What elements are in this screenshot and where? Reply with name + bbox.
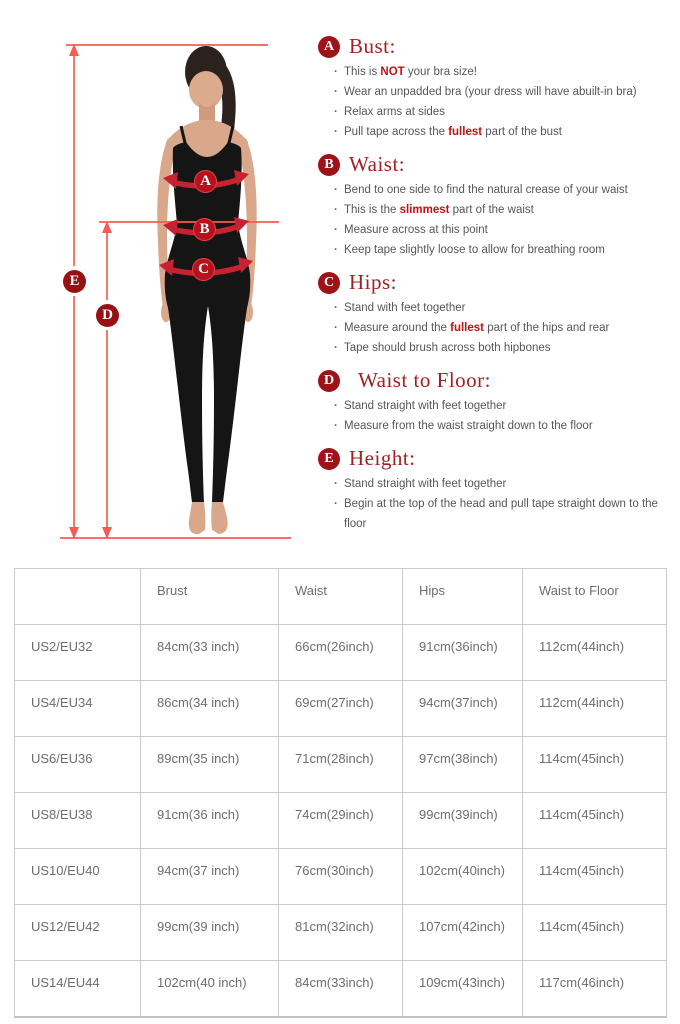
bodysuit	[165, 142, 251, 502]
measurement-cell: 94cm(37inch)	[403, 681, 523, 737]
size-label-cell: US4/EU34	[15, 681, 141, 737]
section-letter-badge: D	[318, 370, 340, 392]
measurement-cell: 102cm(40inch)	[403, 849, 523, 905]
bullet-text: part of the waist	[449, 204, 534, 216]
bullet-text: Measure from the waist straight down to the floor	[344, 420, 593, 432]
size-label-cell: US2/EU32	[15, 625, 141, 681]
column-header: Waist	[279, 569, 403, 625]
highlighted-word: NOT	[380, 66, 405, 78]
measurement-cell: 94cm(37 inch)	[141, 849, 279, 905]
instruction-bullet	[334, 102, 664, 122]
section-heading	[318, 152, 670, 177]
bullet-text: Measure around the	[344, 322, 451, 334]
size-label-cell: US14/EU44	[15, 961, 141, 1017]
measurement-cell: 86cm(34 inch)	[141, 681, 279, 737]
instruction-bullet	[334, 494, 664, 534]
measurement-cell: 107cm(42inch)	[403, 905, 523, 961]
measurement-cell: 99cm(39inch)	[403, 793, 523, 849]
bullet-text: Tape should brush across both hipbones	[344, 342, 551, 354]
marker-hips: C	[192, 258, 215, 281]
bullet-text: part of the bust	[482, 126, 562, 138]
section-title: Hips:	[349, 270, 398, 294]
instruction-bullet	[334, 220, 664, 240]
table-row	[15, 961, 667, 1017]
section-heading	[318, 446, 670, 471]
instruction-list	[318, 62, 664, 142]
measurement-cell: 89cm(35 inch)	[141, 737, 279, 793]
instruction-bullet	[334, 82, 664, 102]
measurement-cell: 66cm(26inch)	[279, 625, 403, 681]
instruction-bullet	[334, 62, 664, 82]
instruction-bullet	[334, 298, 664, 318]
section-title: Height:	[349, 446, 416, 470]
instruction-bullet	[334, 396, 664, 416]
measurement-cell: 112cm(44inch)	[523, 625, 667, 681]
instruction-bullet	[334, 122, 664, 142]
measurement-cell: 112cm(44inch)	[523, 681, 667, 737]
face	[189, 71, 223, 109]
section-title: Waist to Floor:	[358, 368, 491, 392]
section-heading	[318, 368, 670, 393]
measure-section-a	[318, 34, 670, 142]
marker-bust: A	[194, 170, 217, 193]
instruction-list	[318, 298, 664, 358]
measure-section-c	[318, 270, 670, 358]
measurement-cell: 114cm(45inch)	[523, 737, 667, 793]
size-table-body	[15, 625, 667, 1017]
section-letter-badge: A	[318, 36, 340, 58]
measure-section-b	[318, 152, 670, 260]
right-foot	[211, 502, 227, 534]
section-letter-badge: E	[318, 448, 340, 470]
measurement-cell: 81cm(32inch)	[279, 905, 403, 961]
instruction-bullet	[334, 240, 664, 260]
woman-silhouette	[157, 46, 256, 534]
measure-section-e	[318, 446, 670, 534]
measurement-cell: 71cm(28inch)	[279, 737, 403, 793]
bullet-text: Pull tape across the	[344, 126, 449, 138]
bullet-text: part of the hips and rear	[484, 322, 610, 334]
instruction-bullet	[334, 180, 664, 200]
instruction-list	[318, 396, 664, 436]
section-letter-badge: B	[318, 154, 340, 176]
size-table-head	[15, 569, 667, 625]
measurement-cell: 69cm(27inch)	[279, 681, 403, 737]
measurement-cell: 91cm(36 inch)	[141, 793, 279, 849]
bullet-text: Stand with feet together	[344, 302, 466, 314]
bullet-text: Stand straight with feet together	[344, 400, 507, 412]
bullet-text: Wear an unpadded bra (your dress will have abuilt-in bra)	[344, 86, 637, 98]
highlighted-word: slimmest	[399, 204, 450, 216]
bullet-text: Keep tape slightly loose to allow for breathing room	[344, 244, 605, 256]
highlighted-word: fullest	[448, 126, 483, 138]
bullet-text: Stand straight with feet together	[344, 478, 507, 490]
measurement-cell: 74cm(29inch)	[279, 793, 403, 849]
measurement-cell: 114cm(45inch)	[523, 905, 667, 961]
column-header: Waist to Floor	[523, 569, 667, 625]
table-row	[15, 625, 667, 681]
measurement-cell: 97cm(38inch)	[403, 737, 523, 793]
table-row	[15, 737, 667, 793]
measurement-cell: 84cm(33 inch)	[141, 625, 279, 681]
instruction-bullet	[334, 200, 664, 220]
column-header: Brust	[141, 569, 279, 625]
size-label-cell: US12/EU42	[15, 905, 141, 961]
left-foot	[189, 502, 206, 534]
marker-waist-to-floor: D	[96, 304, 119, 327]
instruction-bullet	[334, 338, 664, 358]
marker-waist: B	[193, 218, 216, 241]
section-heading	[318, 270, 670, 295]
table-row	[15, 681, 667, 737]
bullet-text: Bend to one side to find the natural crease of your waist	[344, 184, 628, 196]
instruction-bullet	[334, 318, 664, 338]
measurement-cell: 114cm(45inch)	[523, 793, 667, 849]
measurement-figure-panel	[0, 0, 320, 560]
section-heading	[318, 34, 670, 59]
instruction-bullet	[334, 416, 664, 436]
bullet-text: Begin at the top of the head and pull tape straight down to the floor	[344, 498, 658, 530]
highlighted-word: fullest	[450, 322, 484, 334]
measurement-cell: 102cm(40 inch)	[141, 961, 279, 1017]
instruction-list	[318, 474, 664, 534]
section-title: Waist:	[349, 152, 406, 176]
section-letter-badge: C	[318, 272, 340, 294]
measurement-cell: 84cm(33inch)	[279, 961, 403, 1017]
column-header	[15, 569, 141, 625]
measurement-cell: 109cm(43inch)	[403, 961, 523, 1017]
table-row	[15, 905, 667, 961]
marker-height: E	[63, 270, 86, 293]
bullet-text: Measure across at this point	[344, 224, 488, 236]
header-row	[15, 569, 667, 625]
size-label-cell: US6/EU36	[15, 737, 141, 793]
bullet-text: This is	[344, 66, 381, 78]
measurement-cell: 76cm(30inch)	[279, 849, 403, 905]
section-title: Bust:	[349, 34, 396, 58]
measurement-cell: 114cm(45inch)	[523, 849, 667, 905]
size-label-cell: US10/EU40	[15, 849, 141, 905]
measurement-cell: 99cm(39 inch)	[141, 905, 279, 961]
instruction-list	[318, 180, 664, 260]
model-figure	[0, 0, 320, 560]
column-header: Hips	[403, 569, 523, 625]
bullet-text: your bra size!	[404, 66, 477, 78]
bullet-text: Relax arms at sides	[344, 106, 445, 118]
measurement-cell: 117cm(46inch)	[523, 961, 667, 1017]
measurement-cell: 91cm(36inch)	[403, 625, 523, 681]
table-row	[15, 849, 667, 905]
bullet-text: This is the	[344, 204, 400, 216]
measure-section-d	[318, 368, 670, 436]
measuring-instructions	[318, 34, 670, 544]
size-table	[14, 568, 667, 1018]
table-row	[15, 793, 667, 849]
instruction-bullet	[334, 474, 664, 494]
size-label-cell: US8/EU38	[15, 793, 141, 849]
